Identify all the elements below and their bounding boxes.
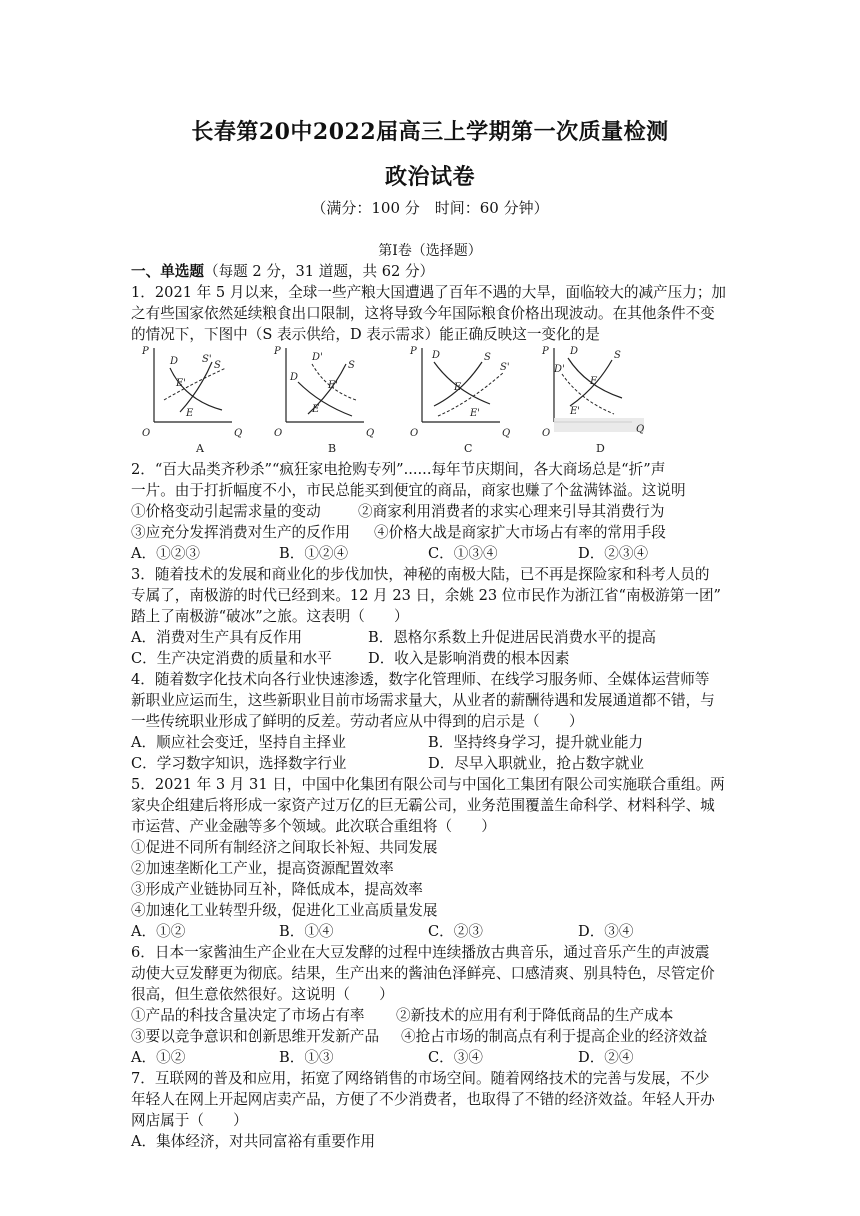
q6-option: D．②④ bbox=[578, 1049, 634, 1066]
graph-d bbox=[540, 340, 660, 455]
q5-statement: ①促进不同所有制经济之间取长补短、共同发展 bbox=[131, 839, 438, 856]
q3-option: B．恩格尔系数上升促进居民消费水平的提高 bbox=[368, 629, 657, 646]
q5-line: 市运营、产业金融等多个领域。此次联合重组将（ ） bbox=[131, 818, 496, 835]
q2-line: 一片。由于打折幅度不小，市民总能买到便宜的商品，商家也赚了个盆满钵溢。这说明 bbox=[131, 482, 686, 499]
q4-line: 新职业应运而生，这些新职业目前市场需求量大，从业者的薪酬待遇和发展通道都不错，与 bbox=[131, 692, 715, 709]
graph-d-label: O bbox=[542, 428, 551, 439]
graph-d-label: Q bbox=[636, 424, 645, 435]
graph-b-caption: B bbox=[328, 442, 337, 455]
graph-a-label: S' bbox=[202, 354, 212, 365]
graph-c-label: E' bbox=[470, 408, 481, 419]
graph-a-caption: A bbox=[196, 442, 204, 455]
graph-a-label: S bbox=[214, 360, 221, 371]
graph-d-label: P bbox=[542, 346, 549, 357]
graph-b-label: O bbox=[274, 428, 283, 439]
q4-option: C．学习数字知识，选择数字行业 bbox=[131, 755, 347, 772]
q6-option: B．①③ bbox=[279, 1049, 334, 1066]
graph-a-label: P bbox=[142, 346, 149, 357]
q5-option: B．①④ bbox=[279, 923, 334, 940]
q2-option: D．②③④ bbox=[578, 545, 649, 562]
q3-line: 专属了，南极游的时代已经到来。12 月 23 日，余姚 23 位市民作为浙江省“南极游第一团” bbox=[131, 587, 722, 604]
q2-option: A．①②③ bbox=[131, 545, 200, 562]
q7-line: 年轻人在网上开起网店卖产品，方便了不少消费者，也取得了不错的经济效益。年轻人开办 bbox=[131, 1091, 715, 1108]
q2-statement: ①价格变动引起需求量的变动 bbox=[131, 503, 321, 520]
q6-statement: ③要以竞争意识和创新思维开发新产品 bbox=[131, 1028, 380, 1045]
graph-a-label: E' bbox=[176, 378, 187, 389]
q3-line: 3．随着技术的发展和商业化的步伐加快，神秘的南极大陆，已不再是探险家和科考人员的 bbox=[131, 566, 710, 583]
graph-d-label: D bbox=[570, 346, 579, 357]
q2-option: B．①②④ bbox=[279, 545, 349, 562]
q6-line: 很高，但生意依然很好。这说明（ ） bbox=[131, 986, 394, 1003]
graph-b bbox=[272, 340, 392, 455]
graph-a-label: E bbox=[186, 408, 194, 419]
q1-line: 的情况下，下图中（S 表示供给，D 表示需求）能正确反映这一变化的是 bbox=[131, 326, 600, 343]
q1-graphs bbox=[140, 340, 645, 455]
q6-statement: ④抢占市场的制高点有利于提高企业的经济效益 bbox=[401, 1028, 708, 1045]
q6-option: A．①② bbox=[131, 1049, 186, 1066]
graph-c-label: O bbox=[410, 428, 419, 439]
q3-line: 踏上了南极游“破冰”之旅。这表明（ ） bbox=[131, 608, 409, 625]
graph-b-label: E bbox=[312, 404, 320, 415]
q3-option: D．收入是影响消费的根本因素 bbox=[368, 650, 570, 667]
section-note: （每题 2 分，31 道题，共 62 分） bbox=[203, 263, 435, 280]
q2-option: C．①③④ bbox=[428, 545, 498, 562]
graph-b-label: E' bbox=[328, 380, 339, 391]
q2-statement: ②商家利用消费者的求实心理来引导其消费行为 bbox=[358, 503, 665, 520]
q6-statement: ②新技术的应用有利于降低商品的生产成本 bbox=[396, 1007, 674, 1024]
graph-b-label: D bbox=[290, 372, 299, 383]
q4-line: 4．随着数字化技术向各行业快速渗透，数字化管理师、在线学习服务师、全媒体运营师等 bbox=[131, 671, 710, 688]
graph-d-label: E' bbox=[570, 406, 581, 417]
q5-option: D．③④ bbox=[578, 923, 634, 940]
q6-line: 动使大豆发酵更为彻底。结果，生产出来的酱油色泽鲜亮、口感清爽、别具特色，尽管定价 bbox=[131, 965, 715, 982]
graph-c-label: D bbox=[432, 350, 441, 361]
q3-option: C．生产决定消费的质量和水平 bbox=[131, 650, 332, 667]
graph-a-label: O bbox=[142, 428, 151, 439]
q5-line: 家央企组建后将形成一家资产过万亿的巨无霸公司，业务范围覆盖生命科学、材料科学、城 bbox=[131, 797, 715, 814]
graph-d-label: D' bbox=[554, 364, 565, 375]
graph-c-caption: C bbox=[464, 442, 473, 455]
q4-option: B．坚持终身学习，提升就业能力 bbox=[428, 734, 644, 751]
graph-a bbox=[140, 340, 260, 455]
graph-b-label: S bbox=[348, 360, 355, 371]
q2-line: 2．“百大品类齐秒杀”“疯狂家电抢购专列”......每年节庆期间，各大商场总是“折”声 bbox=[131, 461, 666, 478]
q7-line: 7．互联网的普及和应用，拓宽了网络销售的市场空间。随着网络技术的完善与发展，不少 bbox=[131, 1070, 710, 1087]
q7-line: 网店属于（ ） bbox=[131, 1112, 248, 1129]
q5-line: 5．2021 年 3 月 31 日，中国中化集团有限公司与中国化工集团有限公司实施联合重组。两 bbox=[131, 776, 725, 793]
q5-statement: ②加速垄断化工产业，提高资源配置效率 bbox=[131, 860, 394, 877]
graph-c-label: S' bbox=[500, 362, 510, 373]
graph-b-label: P bbox=[274, 346, 281, 357]
graph-c-label: S bbox=[484, 352, 491, 363]
q5-option: C．②③ bbox=[428, 923, 483, 940]
graph-c-label: Q bbox=[502, 428, 511, 439]
graph-b-label: Q bbox=[366, 428, 375, 439]
graph-d-label: S bbox=[614, 350, 621, 361]
exam-subject: 政治试卷 bbox=[384, 164, 475, 190]
q5-option: A．①② bbox=[131, 923, 186, 940]
q6-statement: ①产品的科技含量决定了市场占有率 bbox=[131, 1007, 365, 1024]
graph-c-label: E bbox=[454, 382, 462, 393]
section-heading bbox=[131, 262, 434, 282]
q2-statement: ③应充分发挥消费对生产的反作用 bbox=[131, 524, 350, 541]
q2-statement: ④价格大战是商家扩大市场占有率的常用手段 bbox=[374, 524, 666, 541]
q7-option: A．集体经济，对共同富裕有重要作用 bbox=[131, 1133, 376, 1150]
q4-option: D．尽早入职就业，抢占数字就业 bbox=[428, 755, 645, 772]
q6-option: C．③④ bbox=[428, 1049, 483, 1066]
q1-line: 之有些国家依然延续粮食出口限制，这将导致今年国际粮食价格出现波动。在其他条件不变 bbox=[131, 305, 715, 322]
section-name: 一、单选题 bbox=[131, 263, 204, 280]
q6-line: 6．日本一家酱油生产企业在大豆发酵的过程中连续播放古典音乐，通过音乐产生的声波震 bbox=[131, 944, 710, 961]
q4-option: A．顺应社会变迁，坚持自主择业 bbox=[131, 734, 346, 751]
part-heading: 第Ⅰ卷（选择题） bbox=[378, 243, 482, 259]
graph-b-label: D' bbox=[312, 352, 323, 363]
q5-statement: ④加速化工业转型升级，促进化工业高质量发展 bbox=[131, 902, 438, 919]
q5-statement: ③形成产业链协同互补，降低成本，提高效率 bbox=[131, 881, 423, 898]
graph-d-label: E bbox=[590, 376, 598, 387]
exam-meta: （满分：100 分 时间：60 分钟） bbox=[311, 199, 549, 217]
graph-a-label: Q bbox=[234, 428, 243, 439]
graph-d-caption: D bbox=[596, 442, 605, 455]
graph-a-label: D bbox=[170, 356, 179, 367]
q4-line: 一些传统职业形成了鲜明的反差。劳动者应从中得到的启示是（ ） bbox=[131, 713, 584, 730]
exam-title: 长春第20中2022届高三上学期第一次质量检测 bbox=[191, 119, 669, 145]
q3-option: A．消费对生产具有反作用 bbox=[131, 629, 303, 646]
q1-line: 1．2021 年 5 月以来，全球一些产粮大国遭遇了百年不遇的大旱，面临较大的减产压力；加 bbox=[131, 284, 727, 301]
graph-c bbox=[408, 340, 528, 455]
graph-c-label: P bbox=[410, 346, 417, 357]
